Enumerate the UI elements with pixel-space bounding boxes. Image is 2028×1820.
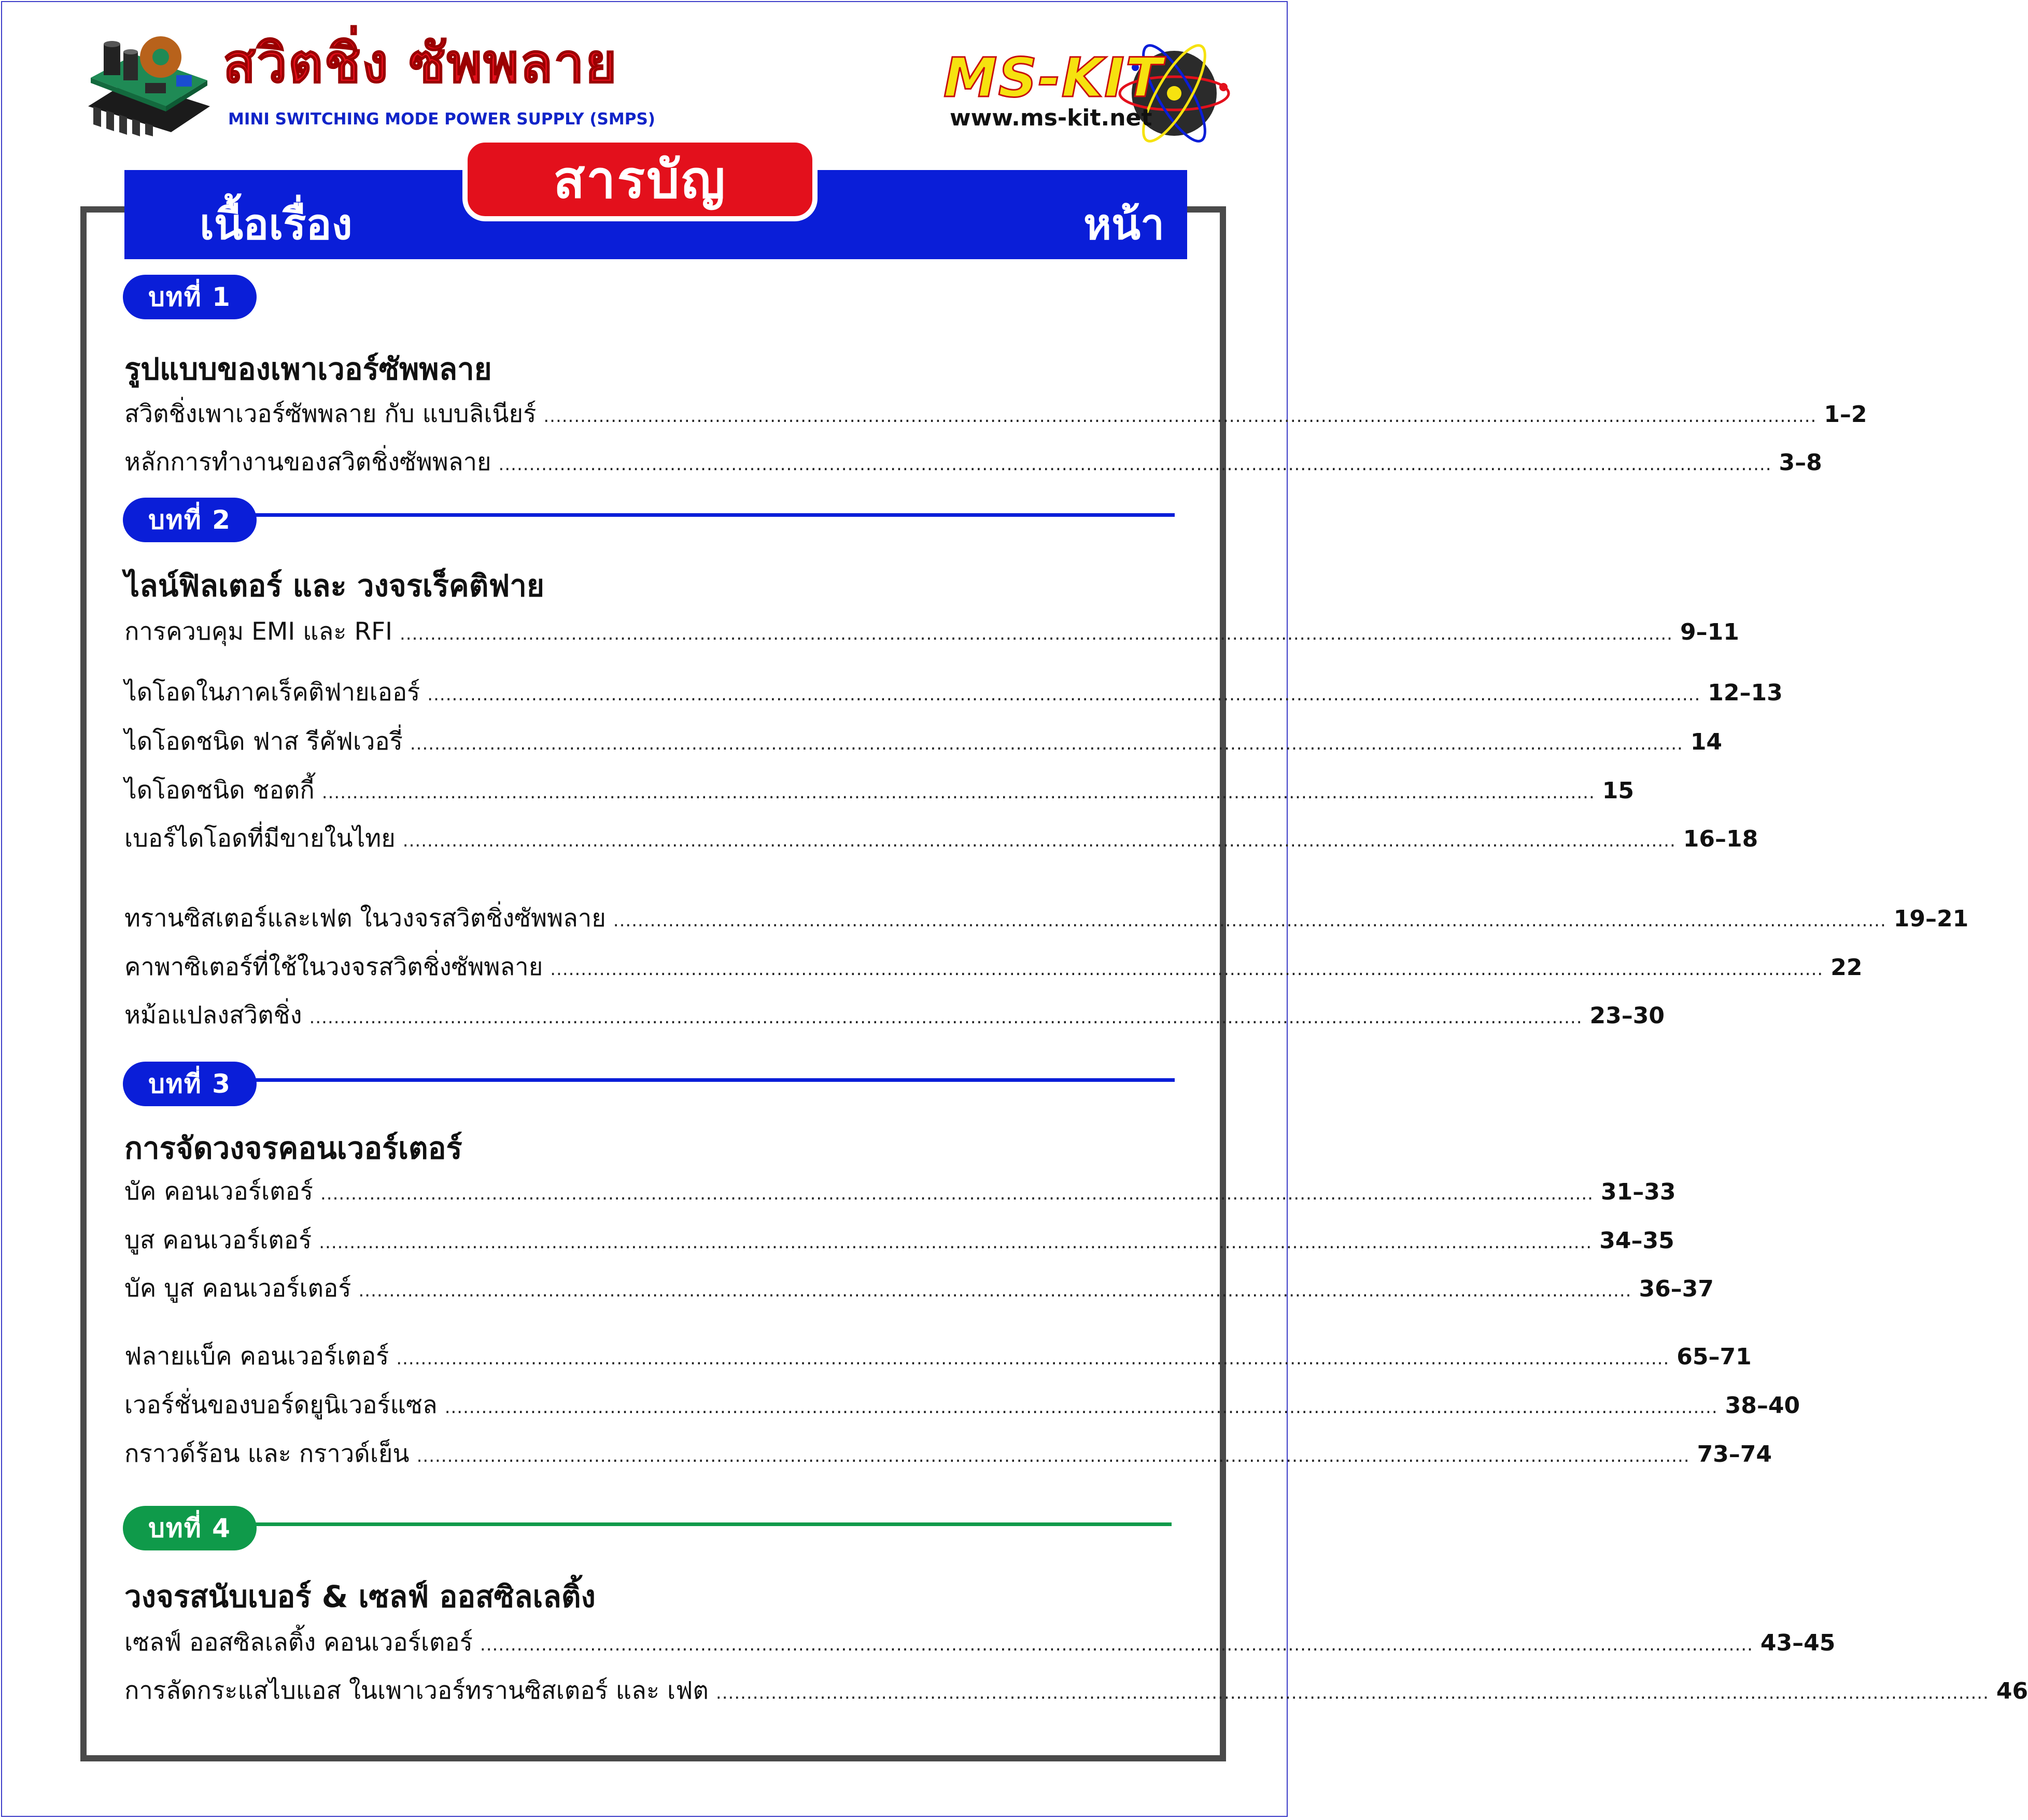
- entry-leader-dots: ................................................................................................................................................................................................................: [321, 782, 1595, 803]
- entry-leader-dots: ................................................................................................................................................................................................................: [444, 1397, 1718, 1418]
- toc-entry[interactable]: [124, 612, 1739, 648]
- entry-page: 73–74: [1697, 1441, 1772, 1468]
- toc-entry[interactable]: [124, 819, 1758, 855]
- entry-text: หลักการทำงานของสวิตชิ่งซัพพลาย: [124, 448, 491, 476]
- entry-text: การลัดกระแสไบแอส ในเพาเวอร์ทรานซิสเตอร์ และ เฟต: [124, 1676, 709, 1705]
- entry-text: คาพาซิเตอร์ที่ใช้ในวงจรสวิตชิ่งซัพพลาย: [124, 953, 543, 981]
- entry-page: 9–11: [1680, 619, 1739, 645]
- entry-page: 43–45: [1760, 1630, 1836, 1656]
- column-heading-page: หน้า: [1083, 200, 1165, 249]
- toc-entry[interactable]: [124, 770, 1634, 807]
- entry-text: หม้อแปลงสวิตชิ่ง: [124, 1001, 302, 1029]
- entry-leader-dots: ................................................................................................................................................................................................................: [543, 406, 1817, 427]
- entry-leader-dots: ................................................................................................................................................................................................................: [498, 454, 1772, 475]
- toc-entry[interactable]: [124, 722, 1723, 758]
- chapter-4-rule: [254, 1522, 1172, 1526]
- entry-text: ไดโอดชนิด ชอตกี้: [124, 776, 315, 805]
- chapter-2-label: บทที่ 2: [123, 498, 257, 542]
- toc-entry[interactable]: [124, 1385, 1800, 1421]
- toc-entry[interactable]: [124, 1172, 1676, 1208]
- entry-page: 12–13: [1708, 680, 1783, 706]
- entry-page: 65–71: [1677, 1344, 1752, 1370]
- toc-entry[interactable]: [124, 1268, 1714, 1305]
- entry-leader-dots: ................................................................................................................................................................................................................: [309, 1007, 1583, 1028]
- toc-title: สารบัญ: [462, 137, 818, 221]
- toc-entry[interactable]: [124, 1220, 1674, 1257]
- entry-leader-dots: ................................................................................................................................................................................................................: [320, 1183, 1594, 1204]
- power-supply-board-image: [83, 29, 213, 137]
- chapter-2-rule: [254, 513, 1175, 517]
- toc-entry[interactable]: [124, 1671, 2028, 1707]
- entry-text: ไดโอดชนิด ฟาส รีคัฟเวอรี่: [124, 727, 403, 756]
- chapter-4-heading: วงจรสนับเบอร์ & เซลฟ์ ออสซิลเลติ้ง: [124, 1579, 596, 1614]
- entry-text: บัค บูส คอนเวอร์เตอร์: [124, 1274, 351, 1303]
- toc-entry[interactable]: [124, 442, 1822, 478]
- toc-entry[interactable]: [124, 1336, 1752, 1373]
- toc-entry[interactable]: [124, 1623, 1836, 1659]
- entry-text: การควบคุม EMI และ RFI: [124, 617, 392, 646]
- toc-entry[interactable]: [124, 672, 1783, 709]
- entry-leader-dots: ................................................................................................................................................................................................................: [416, 1446, 1690, 1466]
- entry-leader-dots: ................................................................................................................................................................................................................: [402, 830, 1676, 851]
- entry-page: 1–2: [1824, 401, 1867, 428]
- entry-leader-dots: ................................................................................................................................................................................................................: [358, 1280, 1632, 1301]
- entry-page: 38–40: [1725, 1392, 1800, 1419]
- entry-leader-dots: ................................................................................................................................................................................................................: [480, 1634, 1753, 1655]
- chapter-1-label: บทที่ 1: [123, 275, 257, 319]
- entry-leader-dots: ................................................................................................................................................................................................................: [715, 1683, 1989, 1703]
- entry-page: 36–37: [1639, 1276, 1714, 1302]
- entry-text: สวิตชิ่งเพาเวอร์ซัพพลาย กับ แบบลิเนียร์: [124, 400, 537, 428]
- entry-page: 14: [1690, 729, 1723, 755]
- entry-leader-dots: ................................................................................................................................................................................................................: [396, 1348, 1670, 1369]
- entry-leader-dots: ................................................................................................................................................................................................................: [410, 733, 1683, 754]
- entry-text: ไดโอดในภาคเร็คติฟายเออร์: [124, 678, 420, 707]
- entry-page: 3–8: [1779, 449, 1822, 476]
- entry-leader-dots: ................................................................................................................................................................................................................: [427, 684, 1701, 705]
- header-title-en: MINI SWITCHING MODE POWER SUPPLY (SMPS): [228, 110, 655, 129]
- chapter-3-heading: การจัดวงจรคอนเวอร์เตอร์: [124, 1131, 462, 1166]
- entry-text: เบอร์ไดโอดที่มีขายในไทย: [124, 824, 396, 853]
- header-title-th: สวิตชิ่ง ซัพพลาย: [223, 32, 618, 95]
- entry-leader-dots: ................................................................................................................................................................................................................: [550, 959, 1824, 980]
- entry-page: 23–30: [1589, 1003, 1665, 1029]
- entry-page: 46: [1996, 1678, 2028, 1704]
- toc-entry[interactable]: [124, 1434, 1772, 1470]
- toc-entry[interactable]: [124, 394, 1867, 430]
- chapter-3-label: บทที่ 3: [123, 1062, 257, 1106]
- entry-page: 16–18: [1683, 826, 1758, 852]
- entry-text: บูส คอนเวอร์เตอร์: [124, 1226, 312, 1254]
- toc-entry[interactable]: [124, 995, 1665, 1032]
- entry-text: ฟลายแบ็ค คอนเวอร์เตอร์: [124, 1342, 389, 1371]
- chapter-2-heading: ไลน์ฟิลเตอร์ และ วงจรเร็คติฟาย: [124, 568, 544, 603]
- entry-text: กราวด์ร้อน และ กราวด์เย็น: [124, 1440, 410, 1468]
- chapter-4-label: บทที่ 4: [123, 1506, 257, 1550]
- entry-leader-dots: ................................................................................................................................................................................................................: [613, 910, 1886, 931]
- column-heading-content: เนื้อเรื่อง: [200, 200, 353, 249]
- brand-url[interactable]: www.ms-kit.net: [950, 105, 1152, 131]
- entry-text: ทรานซิสเตอร์และเฟต ในวงจรสวิตชิ่งซัพพลาย: [124, 904, 606, 933]
- entry-page: 22: [1830, 954, 1863, 981]
- entry-page: 34–35: [1599, 1228, 1674, 1254]
- entry-page: 15: [1602, 778, 1634, 804]
- chapter-3-rule: [254, 1078, 1175, 1082]
- toc-entry[interactable]: [124, 898, 1969, 935]
- brand-logo-text: MS-KIT: [943, 46, 1163, 109]
- entry-page: 19–21: [1893, 906, 1969, 932]
- entry-leader-dots: ................................................................................................................................................................................................................: [400, 624, 1673, 644]
- entry-leader-dots: ................................................................................................................................................................................................................: [319, 1232, 1593, 1253]
- entry-text: เซลฟ์ ออสซิลเลติ้ง คอนเวอร์เตอร์: [124, 1628, 473, 1657]
- entry-text: บัค คอนเวอร์เตอร์: [124, 1177, 313, 1206]
- entry-page: 31–33: [1600, 1179, 1676, 1205]
- entry-text: เวอร์ชั่นของบอร์ดยูนิเวอร์แซล: [124, 1391, 438, 1419]
- toc-entry[interactable]: [124, 947, 1863, 983]
- chapter-1-heading: รูปแบบของเพาเวอร์ซัพพลาย: [124, 351, 492, 387]
